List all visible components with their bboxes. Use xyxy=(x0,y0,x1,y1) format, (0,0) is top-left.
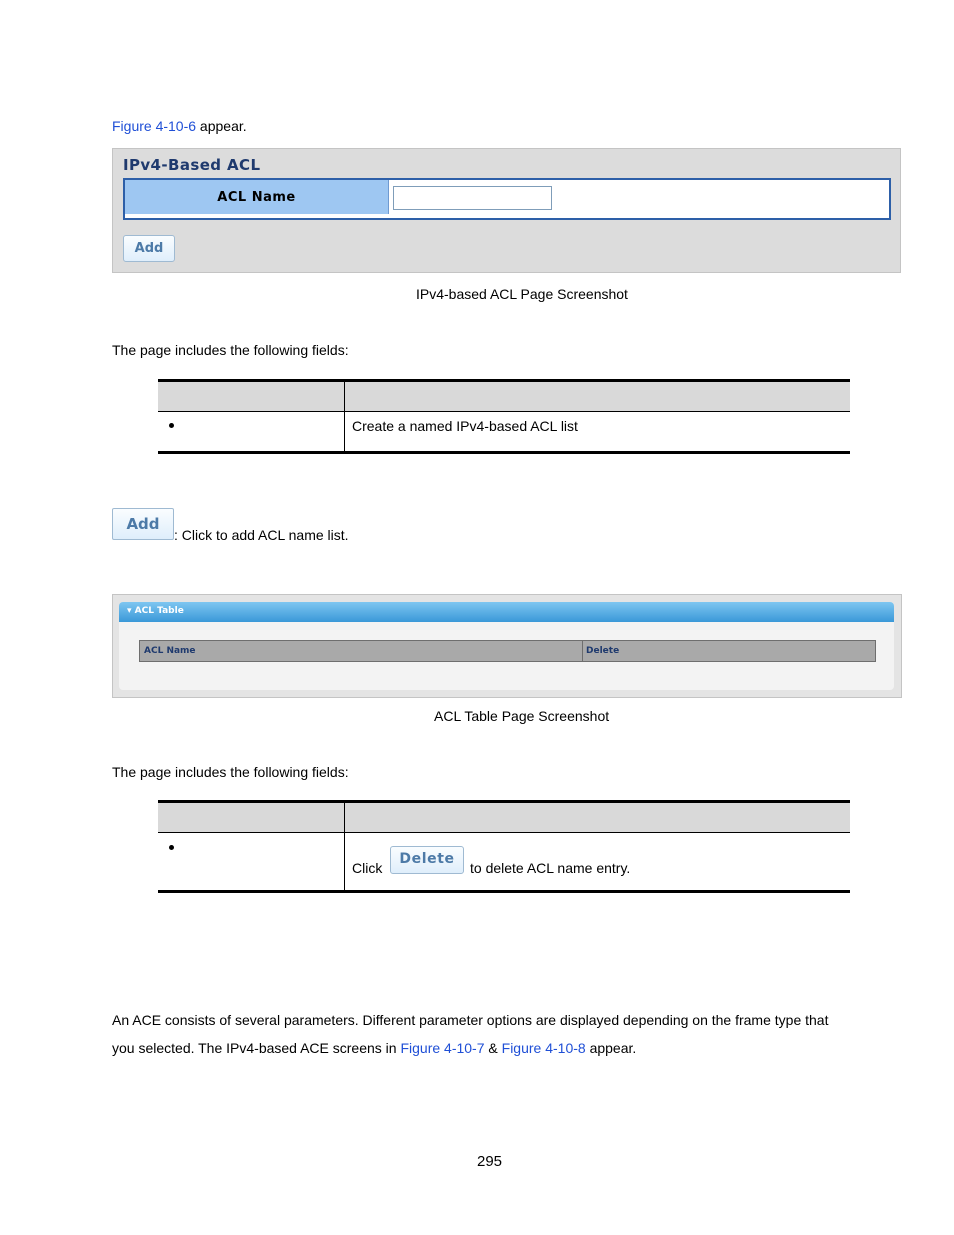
fields-table xyxy=(158,800,850,894)
figure-link[interactable]: Figure 4-10-6 xyxy=(112,118,197,134)
add-button-description: : Click to add ACL name list. xyxy=(174,527,349,543)
acl-name-input[interactable] xyxy=(393,186,552,210)
acl-table-title xyxy=(127,606,184,616)
col-acl-name: ACL Name xyxy=(144,646,196,656)
ipv4-acl-panel xyxy=(112,148,901,273)
col-delete: Delete xyxy=(586,646,620,656)
fields-table xyxy=(158,379,850,454)
fields-intro: The page includes the following fields: xyxy=(112,342,349,358)
delete-description: to delete ACL name entry. xyxy=(470,860,631,876)
ace-text: & xyxy=(484,1040,502,1056)
collapse-arrow-icon: ▾ xyxy=(127,606,132,616)
ace-paragraph-line1: An ACE consists of several parameters. Different parameter options are displayed depending on the frame type that xyxy=(112,1012,829,1028)
figure-link[interactable]: Figure 4-10-8 xyxy=(501,1040,586,1056)
acl-name-label: ACL Name xyxy=(125,180,389,214)
acl-table-header xyxy=(139,640,876,662)
panel-title: IPv4-Based ACL xyxy=(123,156,261,174)
table-header xyxy=(158,382,850,411)
figure-link[interactable]: Figure 4-10-7 xyxy=(400,1040,485,1056)
ace-text: appear. xyxy=(585,1040,637,1056)
add-button[interactable]: Add xyxy=(112,508,174,540)
acl-name-row xyxy=(123,178,891,220)
fields-intro: The page includes the following fields: xyxy=(112,764,349,780)
figure-caption: IPv4-based ACL Page Screenshot xyxy=(416,286,628,302)
delete-button[interactable]: Delete xyxy=(390,846,464,874)
acl-table-titlebar[interactable] xyxy=(119,602,894,622)
field-description: Create a named IPv4-based ACL list xyxy=(352,418,578,434)
acl-table-title-text: ACL Table xyxy=(134,606,184,616)
intro-line xyxy=(112,118,247,134)
ace-paragraph-line2 xyxy=(112,1040,636,1056)
intro-text: appear. xyxy=(196,118,247,134)
bullet-icon xyxy=(169,845,174,850)
acl-table-panel xyxy=(112,594,902,698)
click-text: Click xyxy=(352,860,383,876)
acl-table-box xyxy=(119,602,894,690)
page-number: 295 xyxy=(477,1153,503,1170)
ace-text: you selected. The IPv4-based ACE screens in xyxy=(112,1040,401,1056)
add-button[interactable]: Add xyxy=(123,235,175,262)
table-header xyxy=(158,803,850,832)
figure-caption: ACL Table Page Screenshot xyxy=(434,708,610,724)
bullet-icon xyxy=(169,423,174,428)
